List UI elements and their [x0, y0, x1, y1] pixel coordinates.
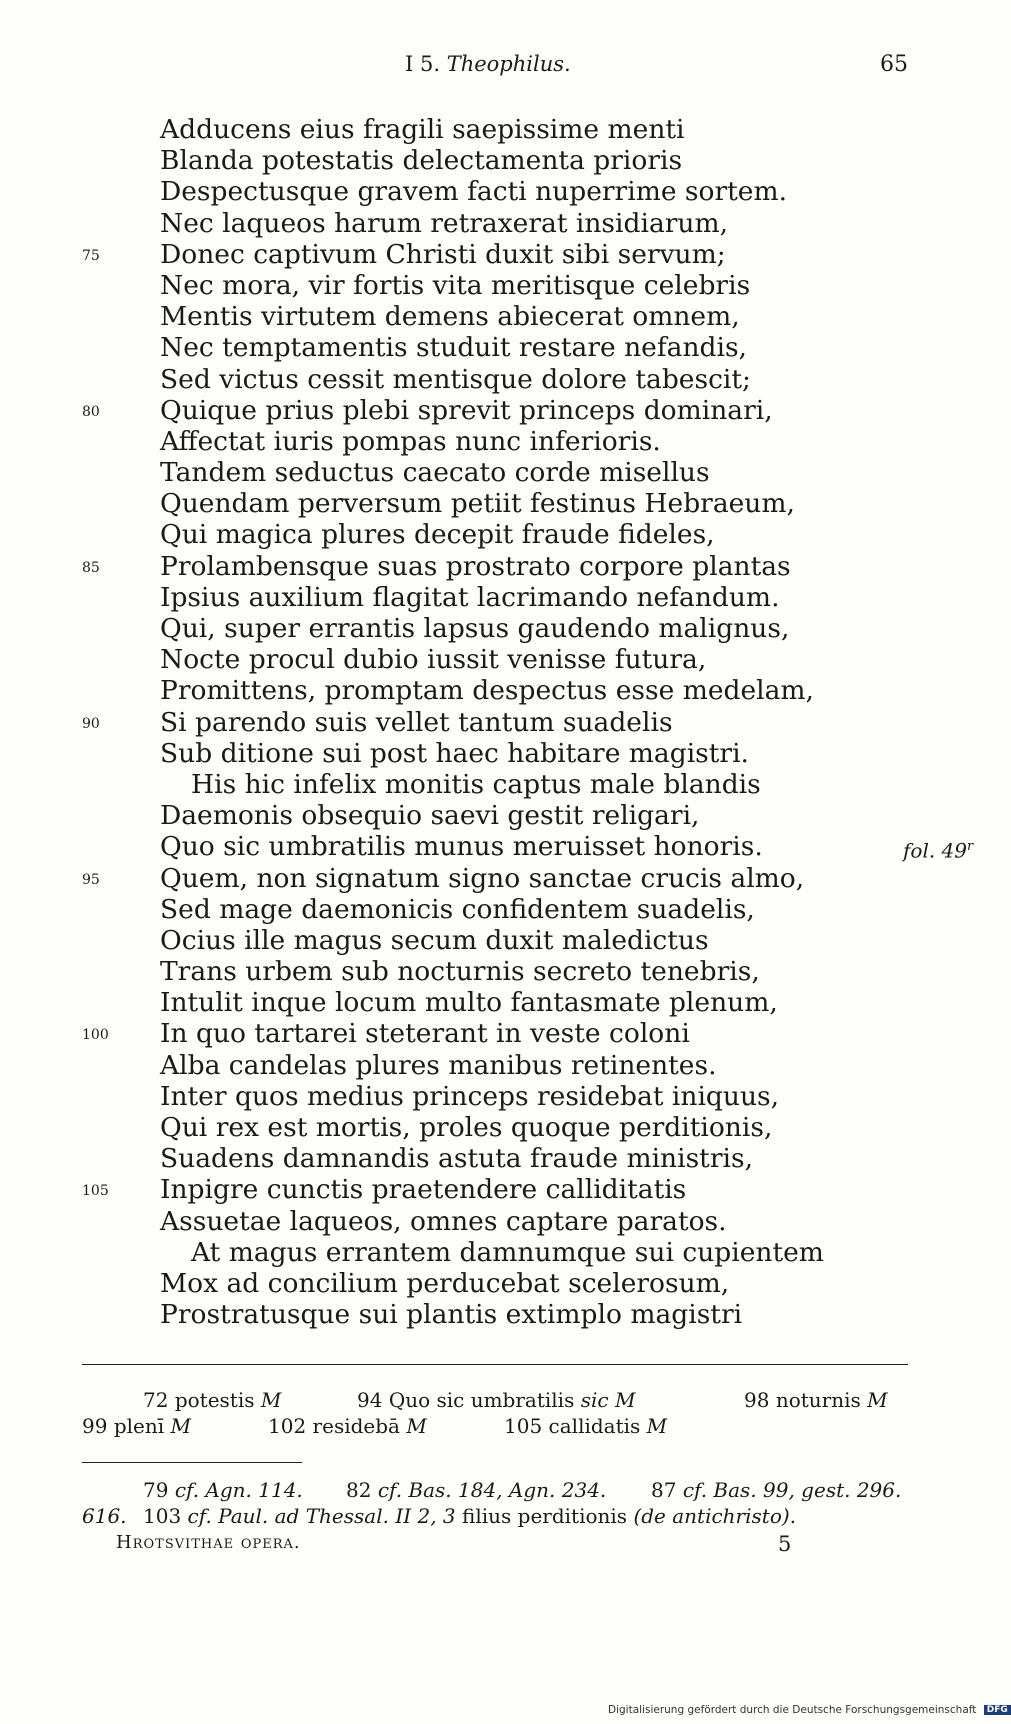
verse-text: His hic infelix monitis captus male blandis	[191, 768, 761, 800]
verse-line	[0, 925, 1000, 956]
verse-text: Nec laqueos harum retraxerat insidiarum,	[160, 207, 729, 239]
verse-text: Mentis virtutem demens abiecerat omnem,	[160, 301, 740, 333]
verse-text: Quo sic umbratilis munus meruisset honoris.	[160, 831, 763, 863]
verse-text: Inter quos medius princeps residebat iniquus,	[160, 1080, 780, 1112]
verse-line	[0, 270, 1000, 301]
line-number: 95	[82, 871, 100, 888]
verse-text: Quendam perversum petiit festinus Hebraeum,	[160, 488, 795, 520]
apparatus-line	[0, 1388, 1000, 1414]
verse-text: Nec temptamentis studuit restare nefandis,	[160, 332, 747, 364]
verse-line	[0, 519, 1000, 550]
verse-line	[0, 332, 1000, 363]
dfg-logo: DFG	[984, 1705, 1011, 1715]
apparatus-entry: 102 residebā M	[268, 1414, 427, 1438]
verse-line	[0, 145, 1000, 176]
verse-text: Trans urbem sub nocturnis secreto tenebris,	[160, 956, 760, 988]
apparatus-entry: 105 callidatis M	[504, 1414, 668, 1438]
apparatus-divider	[82, 1364, 908, 1365]
source-entry: 79 cf. Agn. 114.	[143, 1478, 303, 1502]
signature-label: Hrotsvithae opera.	[116, 1532, 301, 1553]
line-number: 85	[82, 559, 100, 576]
verse-text: At magus errantem damnumque sui cupientem	[191, 1236, 824, 1268]
verse-line	[0, 1206, 1000, 1237]
verse-line	[0, 114, 1000, 145]
apparatus-entry: 98 noturnis M	[744, 1388, 888, 1412]
verse-line	[0, 1018, 1000, 1049]
verse-text: Despectusque gravem facti nuperrime sortem.	[160, 176, 788, 208]
verse-text: Ipsius auxilium flagitat lacrimando nefandum.	[160, 581, 780, 613]
verse-text: Qui, super errantis lapsus gaudendo malignus,	[160, 613, 790, 644]
verse-text-block	[0, 114, 1000, 1330]
verse-line	[0, 707, 1000, 738]
verse-line	[0, 551, 1000, 582]
verse-text: Assuetae laqueos, omnes captare paratos.	[160, 1205, 727, 1237]
verse-line	[0, 956, 1000, 987]
verse-text: Blanda potestatis delectamenta prioris	[160, 145, 683, 177]
verse-line	[0, 1081, 1000, 1112]
source-entry: 82 cf. Bas. 184, Agn. 234.	[346, 1478, 607, 1502]
verse-text: Suadens damnandis astuta fraude ministris,	[160, 1143, 754, 1175]
verse-line	[0, 488, 1000, 519]
signature-number: 5	[778, 1532, 792, 1556]
verse-line	[0, 613, 1000, 644]
verse-line	[0, 208, 1000, 239]
line-number: 75	[82, 247, 100, 264]
verse-text: Intulit inque locum multo fantasmate plenum,	[160, 987, 778, 1019]
verse-text: In quo tartarei steterant in veste coloni	[160, 1018, 690, 1050]
verse-line	[0, 1299, 1000, 1330]
verse-text: Daemonis obsequio saevi gestit religari,	[160, 800, 700, 832]
apparatus-entry: 99 plenī M	[82, 1414, 191, 1438]
folio-marginal-note: fol. 49$^r$	[903, 838, 974, 863]
verse-line	[0, 426, 1000, 457]
verse-text: Nocte procul dubio iussit venisse futura,	[160, 644, 707, 676]
verse-text: Sub ditione sui post haec habitare magistri.	[160, 737, 749, 769]
line-number: 90	[82, 715, 100, 732]
verse-text: Si parendo suis vellet tantum suadelis	[160, 706, 673, 738]
apparatus-entry: 94 Quo sic umbratilis sic M	[357, 1388, 636, 1412]
verse-text: Sed victus cessit mentisque dolore tabescit;	[160, 363, 751, 395]
verse-text: Alba candelas plures manibus retinentes.	[160, 1049, 717, 1081]
verse-text: Mox ad concilium perducebat scelerosum,	[160, 1267, 730, 1299]
verse-line	[0, 675, 1000, 706]
credit-text: Digitalisierung gefördert durch die Deutsche Forschungsgemeinschaft	[608, 1704, 977, 1716]
source-entry: 87 cf. Bas. 99, gest. 296.	[651, 1478, 902, 1502]
source-entry: 616.	[82, 1504, 127, 1528]
verse-line	[0, 800, 1000, 831]
verse-text: Quem, non signatum signo sanctae crucis almo,	[160, 862, 805, 894]
verse-text: Qui magica plures decepit fraude fideles,	[160, 519, 715, 551]
page-number: 65	[880, 52, 908, 77]
verse-text: Quique prius plebi sprevit princeps dominari,	[160, 394, 773, 426]
source-line	[0, 1504, 1000, 1530]
source-line	[0, 1478, 1000, 1504]
verse-text: Adducens eius fragili saepissime menti	[160, 114, 685, 145]
verse-text: Affectat iuris pompas nunc inferioris.	[160, 425, 661, 457]
section-number: I 5.	[405, 52, 441, 76]
verse-line	[0, 863, 1000, 894]
verse-line	[0, 301, 1000, 332]
verse-line	[0, 894, 1000, 925]
verse-text: Promittens, promptam despectus esse medelam,	[160, 675, 814, 707]
verse-line	[0, 1237, 1000, 1268]
verse-text: Qui rex est mortis, proles quoque perditionis,	[160, 1112, 773, 1143]
verse-line	[0, 176, 1000, 207]
verse-line	[0, 831, 1000, 862]
printer-signature	[0, 1532, 1000, 1562]
digitization-credit	[608, 1704, 1011, 1716]
running-head	[0, 52, 1000, 88]
verse-text: Sed mage daemonicis confidentem suadelis,	[160, 893, 755, 925]
apparatus-entry: 72 potestis M	[143, 1388, 282, 1412]
verse-line	[0, 364, 1000, 395]
apparatus-line	[0, 1414, 1000, 1440]
verse-line	[0, 239, 1000, 270]
sources-divider	[82, 1462, 302, 1463]
verse-line	[0, 644, 1000, 675]
verse-line	[0, 1112, 1000, 1143]
verse-text: Prolambensque suas prostrato corpore plantas	[160, 550, 791, 582]
verse-text: Inpigre cunctis praetendere calliditatis	[160, 1174, 687, 1206]
verse-line	[0, 457, 1000, 488]
source-entry: 103 cf. Paul. ad Thessal. II 2, 3 filius perditionis (de antichristo).	[143, 1504, 797, 1528]
verse-line	[0, 1268, 1000, 1299]
line-number: 80	[82, 403, 100, 420]
verse-line	[0, 1174, 1000, 1205]
verse-line	[0, 582, 1000, 613]
verse-line	[0, 1143, 1000, 1174]
running-head-title	[405, 52, 571, 76]
verse-text: Prostratusque sui plantis extimplo magistri	[160, 1299, 743, 1331]
verse-text: Tandem seductus caecato corde misellus	[160, 457, 710, 489]
verse-text: Donec captivum Christi duxit sibi servum;	[160, 238, 726, 270]
verse-text: Nec mora, vir fortis vita meritisque celebris	[160, 269, 751, 301]
verse-text: Ocius ille magus secum duxit maledictus	[160, 924, 709, 956]
verse-line	[0, 738, 1000, 769]
line-number: 100	[82, 1027, 109, 1044]
verse-line	[0, 395, 1000, 426]
verse-line	[0, 987, 1000, 1018]
section-title: Theophilus.	[446, 52, 571, 76]
verse-line	[0, 1050, 1000, 1081]
verse-line	[0, 769, 1000, 800]
line-number: 105	[82, 1183, 109, 1200]
